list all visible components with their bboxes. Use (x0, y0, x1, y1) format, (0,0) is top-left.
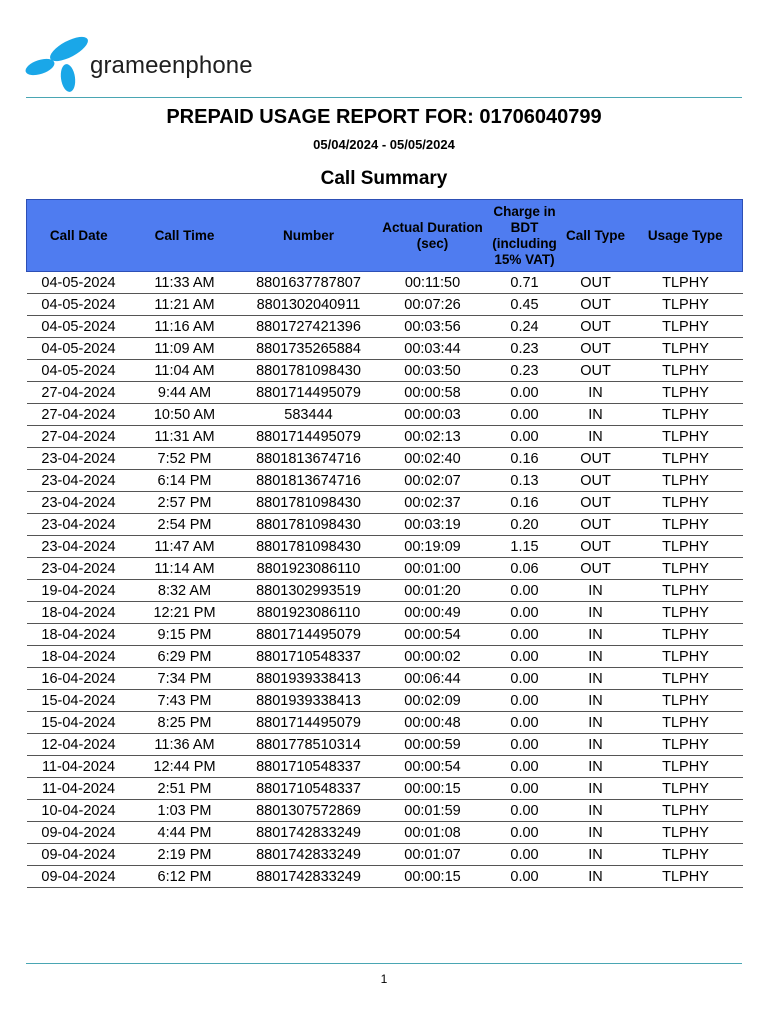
cell-call-date: 18-04-2024 (27, 602, 131, 624)
cell-usage-type: TLPHY (629, 734, 743, 756)
cell-call-time: 7:52 PM (131, 448, 239, 470)
cell-charge: 0.00 (487, 712, 563, 734)
cell-usage-type: TLPHY (629, 492, 743, 514)
cell-number: 8801710548337 (239, 646, 379, 668)
cell-duration: 00:00:02 (379, 646, 487, 668)
cell-usage-type: TLPHY (629, 558, 743, 580)
cell-call-type: IN (563, 668, 629, 690)
table-row (27, 382, 743, 404)
cell-call-date: 18-04-2024 (27, 646, 131, 668)
cell-call-type: OUT (563, 514, 629, 536)
cell-usage-type: TLPHY (629, 756, 743, 778)
cell-call-time: 7:34 PM (131, 668, 239, 690)
table-row (27, 778, 743, 800)
cell-charge: 0.00 (487, 756, 563, 778)
cell-number: 8801302993519 (239, 580, 379, 602)
cell-number: 8801727421396 (239, 316, 379, 338)
cell-usage-type: TLPHY (629, 690, 743, 712)
footer-divider (26, 963, 742, 964)
cell-duration: 00:02:13 (379, 426, 487, 448)
table-row (27, 756, 743, 778)
cell-charge: 1.15 (487, 536, 563, 558)
cell-duration: 00:02:07 (379, 470, 487, 492)
cell-duration: 00:00:58 (379, 382, 487, 404)
cell-call-time: 9:44 AM (131, 382, 239, 404)
cell-call-time: 4:44 PM (131, 822, 239, 844)
cell-charge: 0.00 (487, 668, 563, 690)
cell-call-time: 11:09 AM (131, 338, 239, 360)
cell-call-date: 04-05-2024 (27, 338, 131, 360)
cell-usage-type: TLPHY (629, 668, 743, 690)
cell-call-type: OUT (563, 316, 629, 338)
cell-call-time: 6:14 PM (131, 470, 239, 492)
cell-duration: 00:03:44 (379, 338, 487, 360)
cell-call-time: 1:03 PM (131, 800, 239, 822)
cell-charge: 0.00 (487, 844, 563, 866)
table-row (27, 646, 743, 668)
cell-call-type: IN (563, 866, 629, 888)
cell-call-time: 12:21 PM (131, 602, 239, 624)
cell-charge: 0.00 (487, 822, 563, 844)
table-row (27, 338, 743, 360)
cell-charge: 0.45 (487, 294, 563, 316)
cell-duration: 00:02:37 (379, 492, 487, 514)
cell-number: 8801781098430 (239, 514, 379, 536)
cell-duration: 00:00:54 (379, 624, 487, 646)
cell-duration: 00:01:07 (379, 844, 487, 866)
table-row (27, 822, 743, 844)
cell-call-time: 2:51 PM (131, 778, 239, 800)
column-header-charge: Charge in BDT (including 15% VAT) (487, 200, 563, 272)
cell-number: 8801939338413 (239, 690, 379, 712)
cell-number: 8801781098430 (239, 536, 379, 558)
column-header-call-type: Call Type (563, 200, 629, 272)
cell-call-date: 09-04-2024 (27, 822, 131, 844)
cell-duration: 00:00:03 (379, 404, 487, 426)
cell-charge: 0.00 (487, 646, 563, 668)
cell-call-date: 12-04-2024 (27, 734, 131, 756)
cell-number: 583444 (239, 404, 379, 426)
cell-duration: 00:01:00 (379, 558, 487, 580)
cell-call-type: IN (563, 580, 629, 602)
cell-call-date: 09-04-2024 (27, 866, 131, 888)
column-header-call-time: Call Time (131, 200, 239, 272)
cell-number: 8801813674716 (239, 448, 379, 470)
cell-charge: 0.23 (487, 338, 563, 360)
cell-call-date: 15-04-2024 (27, 712, 131, 734)
cell-number: 8801710548337 (239, 778, 379, 800)
cell-duration: 00:00:15 (379, 778, 487, 800)
table-row (27, 360, 743, 382)
cell-charge: 0.00 (487, 800, 563, 822)
cell-call-type: IN (563, 734, 629, 756)
cell-call-type: OUT (563, 338, 629, 360)
cell-call-time: 11:04 AM (131, 360, 239, 382)
cell-call-time: 11:21 AM (131, 294, 239, 316)
cell-duration: 00:19:09 (379, 536, 487, 558)
cell-number: 8801710548337 (239, 756, 379, 778)
cell-charge: 0.24 (487, 316, 563, 338)
cell-charge: 0.00 (487, 404, 563, 426)
cell-duration: 00:00:49 (379, 602, 487, 624)
cell-call-date: 04-05-2024 (27, 294, 131, 316)
cell-duration: 00:00:54 (379, 756, 487, 778)
cell-charge: 0.00 (487, 690, 563, 712)
cell-call-type: IN (563, 800, 629, 822)
table-row (27, 492, 743, 514)
table-header (27, 200, 743, 272)
cell-charge: 0.00 (487, 382, 563, 404)
cell-number: 8801307572869 (239, 800, 379, 822)
cell-call-type: IN (563, 624, 629, 646)
table-row (27, 536, 743, 558)
cell-duration: 00:01:20 (379, 580, 487, 602)
cell-call-date: 19-04-2024 (27, 580, 131, 602)
cell-call-time: 2:57 PM (131, 492, 239, 514)
cell-call-time: 11:31 AM (131, 426, 239, 448)
page-number: 1 (380, 972, 388, 986)
cell-call-date: 23-04-2024 (27, 470, 131, 492)
cell-usage-type: TLPHY (629, 514, 743, 536)
cell-number: 8801742833249 (239, 822, 379, 844)
cell-charge: 0.00 (487, 624, 563, 646)
table-row (27, 690, 743, 712)
cell-duration: 00:00:59 (379, 734, 487, 756)
cell-call-date: 27-04-2024 (27, 426, 131, 448)
cell-charge: 0.20 (487, 514, 563, 536)
cell-usage-type: TLPHY (629, 470, 743, 492)
cell-call-date: 04-05-2024 (27, 360, 131, 382)
cell-call-type: IN (563, 778, 629, 800)
cell-call-type: OUT (563, 558, 629, 580)
cell-call-type: OUT (563, 360, 629, 382)
cell-usage-type: TLPHY (629, 580, 743, 602)
table-row (27, 294, 743, 316)
cell-duration: 00:00:48 (379, 712, 487, 734)
cell-call-time: 11:36 AM (131, 734, 239, 756)
cell-usage-type: TLPHY (629, 536, 743, 558)
table-row (27, 844, 743, 866)
cell-number: 8801939338413 (239, 668, 379, 690)
report-title: PREPAID USAGE REPORT FOR: 01706040799 (166, 106, 602, 128)
cell-call-time: 6:12 PM (131, 866, 239, 888)
table-row (27, 734, 743, 756)
cell-duration: 00:03:50 (379, 360, 487, 382)
cell-call-time: 6:29 PM (131, 646, 239, 668)
cell-call-type: OUT (563, 492, 629, 514)
cell-call-type: IN (563, 646, 629, 668)
cell-duration: 00:01:08 (379, 822, 487, 844)
cell-call-date: 11-04-2024 (27, 778, 131, 800)
cell-call-date: 18-04-2024 (27, 624, 131, 646)
table-body (27, 272, 743, 888)
cell-charge: 0.00 (487, 580, 563, 602)
table-row (27, 426, 743, 448)
cell-call-time: 10:50 AM (131, 404, 239, 426)
cell-charge: 0.00 (487, 866, 563, 888)
cell-call-date: 23-04-2024 (27, 536, 131, 558)
cell-usage-type: TLPHY (629, 294, 743, 316)
cell-call-date: 15-04-2024 (27, 690, 131, 712)
table-row (27, 514, 743, 536)
cell-number: 8801714495079 (239, 624, 379, 646)
cell-call-type: IN (563, 602, 629, 624)
cell-call-date: 27-04-2024 (27, 382, 131, 404)
cell-call-date: 11-04-2024 (27, 756, 131, 778)
cell-number: 8801781098430 (239, 360, 379, 382)
cell-usage-type: TLPHY (629, 866, 743, 888)
header-row (27, 200, 743, 272)
cell-duration: 00:01:59 (379, 800, 487, 822)
cell-call-date: 23-04-2024 (27, 558, 131, 580)
cell-call-type: IN (563, 404, 629, 426)
cell-usage-type: TLPHY (629, 602, 743, 624)
cell-duration: 00:11:50 (379, 272, 487, 294)
cell-call-date: 23-04-2024 (27, 514, 131, 536)
cell-call-type: OUT (563, 536, 629, 558)
column-header-call-date: Call Date (27, 200, 131, 272)
cell-charge: 0.00 (487, 426, 563, 448)
table-row (27, 448, 743, 470)
cell-duration: 00:02:09 (379, 690, 487, 712)
cell-call-type: OUT (563, 448, 629, 470)
cell-usage-type: TLPHY (629, 712, 743, 734)
cell-charge: 0.00 (487, 778, 563, 800)
table-row (27, 404, 743, 426)
header-divider (26, 97, 742, 98)
table-row (27, 558, 743, 580)
cell-duration: 00:02:40 (379, 448, 487, 470)
cell-call-type: OUT (563, 294, 629, 316)
cell-charge: 0.16 (487, 492, 563, 514)
cell-usage-type: TLPHY (629, 404, 743, 426)
cell-usage-type: TLPHY (629, 822, 743, 844)
cell-call-type: IN (563, 712, 629, 734)
cell-usage-type: TLPHY (629, 778, 743, 800)
table-row (27, 712, 743, 734)
cell-usage-type: TLPHY (629, 800, 743, 822)
cell-call-time: 2:19 PM (131, 844, 239, 866)
cell-call-time: 11:33 AM (131, 272, 239, 294)
cell-call-date: 23-04-2024 (27, 492, 131, 514)
cell-usage-type: TLPHY (629, 272, 743, 294)
cell-call-type: IN (563, 822, 629, 844)
cell-usage-type: TLPHY (629, 624, 743, 646)
cell-number: 8801778510314 (239, 734, 379, 756)
cell-call-date: 23-04-2024 (27, 448, 131, 470)
cell-number: 8801714495079 (239, 382, 379, 404)
call-summary-table (26, 199, 743, 888)
cell-call-time: 2:54 PM (131, 514, 239, 536)
cell-call-time: 9:15 PM (131, 624, 239, 646)
cell-duration: 00:07:26 (379, 294, 487, 316)
cell-number: 8801813674716 (239, 470, 379, 492)
cell-number: 8801735265884 (239, 338, 379, 360)
cell-call-type: OUT (563, 470, 629, 492)
cell-call-date: 27-04-2024 (27, 404, 131, 426)
cell-number: 8801781098430 (239, 492, 379, 514)
table-row (27, 866, 743, 888)
column-header-number: Number (239, 200, 379, 272)
cell-charge: 0.00 (487, 602, 563, 624)
cell-call-type: IN (563, 756, 629, 778)
cell-call-type: IN (563, 844, 629, 866)
cell-usage-type: TLPHY (629, 382, 743, 404)
cell-call-date: 04-05-2024 (27, 316, 131, 338)
cell-call-time: 12:44 PM (131, 756, 239, 778)
cell-number: 8801923086110 (239, 558, 379, 580)
cell-call-time: 11:47 AM (131, 536, 239, 558)
cell-usage-type: TLPHY (629, 316, 743, 338)
cell-usage-type: TLPHY (629, 844, 743, 866)
cell-usage-type: TLPHY (629, 448, 743, 470)
cell-call-type: IN (563, 690, 629, 712)
cell-number: 8801742833249 (239, 844, 379, 866)
cell-number: 8801302040911 (239, 294, 379, 316)
table-row (27, 800, 743, 822)
table-row (27, 668, 743, 690)
table-row (27, 602, 743, 624)
report-header (0, 0, 768, 98)
cell-call-type: IN (563, 426, 629, 448)
telenor-propeller-icon (24, 36, 94, 96)
cell-duration: 00:03:19 (379, 514, 487, 536)
cell-number: 8801714495079 (239, 426, 379, 448)
cell-usage-type: TLPHY (629, 360, 743, 382)
column-header-usage-type: Usage Type (629, 200, 743, 272)
cell-call-time: 8:32 AM (131, 580, 239, 602)
cell-call-type: IN (563, 382, 629, 404)
cell-number: 8801923086110 (239, 602, 379, 624)
cell-number: 8801714495079 (239, 712, 379, 734)
cell-usage-type: TLPHY (629, 338, 743, 360)
brand-name: grameenphone (90, 52, 253, 79)
cell-charge: 0.06 (487, 558, 563, 580)
cell-duration: 00:03:56 (379, 316, 487, 338)
cell-call-type: OUT (563, 272, 629, 294)
table-row (27, 272, 743, 294)
cell-charge: 0.13 (487, 470, 563, 492)
cell-call-date: 16-04-2024 (27, 668, 131, 690)
cell-charge: 0.00 (487, 734, 563, 756)
table-row (27, 470, 743, 492)
section-title: Call Summary (320, 168, 448, 189)
table-row (27, 316, 743, 338)
cell-usage-type: TLPHY (629, 646, 743, 668)
cell-call-time: 7:43 PM (131, 690, 239, 712)
cell-charge: 0.71 (487, 272, 563, 294)
cell-duration: 00:06:44 (379, 668, 487, 690)
cell-charge: 0.23 (487, 360, 563, 382)
cell-call-date: 10-04-2024 (27, 800, 131, 822)
cell-number: 8801637787807 (239, 272, 379, 294)
cell-charge: 0.16 (487, 448, 563, 470)
table-row (27, 624, 743, 646)
cell-call-time: 11:16 AM (131, 316, 239, 338)
cell-duration: 00:00:15 (379, 866, 487, 888)
cell-call-date: 04-05-2024 (27, 272, 131, 294)
cell-number: 8801742833249 (239, 866, 379, 888)
report-date-range: 05/04/2024 - 05/05/2024 (313, 137, 455, 152)
cell-call-time: 8:25 PM (131, 712, 239, 734)
cell-call-date: 09-04-2024 (27, 844, 131, 866)
cell-usage-type: TLPHY (629, 426, 743, 448)
column-header-actual-duration: Actual Duration (sec) (379, 200, 487, 272)
cell-call-time: 11:14 AM (131, 558, 239, 580)
table-row (27, 580, 743, 602)
